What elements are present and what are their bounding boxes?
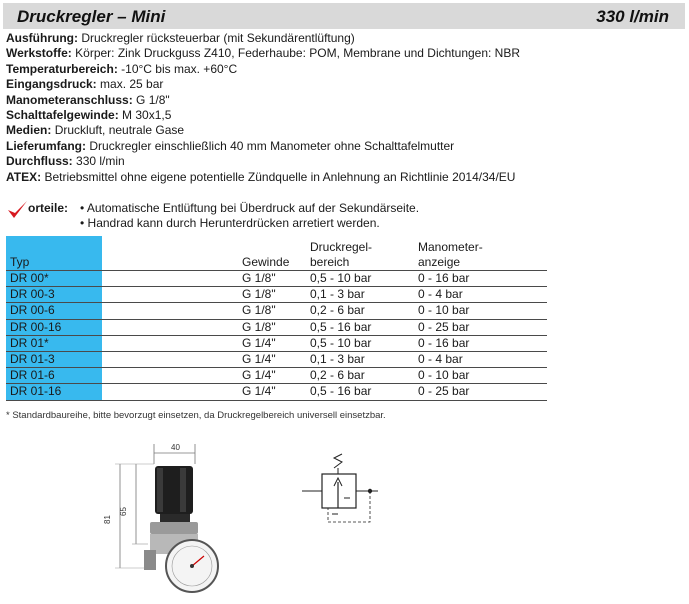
spec-value: 330 l/min — [76, 154, 125, 169]
spec-value: Druckregler einschließlich 40 mm Manometer ohne Schalttafelmutter — [89, 138, 455, 153]
cell-typ: DR 01-3 — [6, 352, 102, 368]
spec-row — [6, 139, 681, 154]
header-bereich-line1: Druckregel- — [310, 239, 373, 254]
regulator-body — [150, 522, 198, 534]
cell-bereich: 0,2 - 6 bar — [306, 368, 414, 384]
cell-bereich: 0,5 - 16 bar — [306, 319, 414, 335]
spec-value: max. 25 bar — [100, 77, 164, 92]
cell-bereich: 0,5 - 10 bar — [306, 335, 414, 351]
header-gewinde: Gewinde — [102, 236, 306, 271]
cell-anzeige: 0 - 25 bar — [414, 384, 547, 400]
cell-anzeige: 0 - 25 bar — [414, 319, 547, 335]
header-bereich — [306, 236, 414, 271]
spec-value: M 30x1,5 — [122, 108, 172, 123]
spec-value: G 1/8" — [136, 92, 170, 107]
cell-typ: DR 00* — [6, 271, 102, 287]
spec-value: Druckluft, neutrale Gase — [54, 123, 185, 138]
spec-label: Manometeranschluss: — [6, 92, 133, 107]
cell-bereich: 0,5 - 16 bar — [306, 384, 414, 400]
header-typ: Typ — [6, 236, 102, 271]
cell-bereich: 0,2 - 6 bar — [306, 303, 414, 319]
cell-bereich: 0,5 - 10 bar — [306, 271, 414, 287]
advantage-item: • Automatische Entlüftung bei Überdruck auf der Sekundärseite. — [80, 201, 419, 216]
spec-label: Lieferumfang: — [6, 138, 87, 153]
table-row — [6, 319, 547, 335]
spec-value: Betriebsmittel ohne eigene potentielle Zündquelle in Anlehnung an Richtlinie 2014/34/EU — [44, 169, 516, 184]
spec-value: -10°C bis max. +60°C — [121, 61, 238, 76]
spec-row — [6, 123, 681, 138]
cell-anzeige: 0 - 4 bar — [414, 287, 547, 303]
header-anzeige-line1: Manometer- — [418, 239, 483, 254]
cell-anzeige: 0 - 16 bar — [414, 335, 547, 351]
cell-gewinde: G 1/8" — [102, 287, 306, 303]
spec-label: Schalttafelgewinde: — [6, 108, 119, 123]
spec-row — [6, 77, 681, 92]
table-row — [6, 287, 547, 303]
cell-bereich: 0,1 - 3 bar — [306, 352, 414, 368]
cell-anzeige: 0 - 4 bar — [414, 352, 547, 368]
dim-height-total-label: 81 — [103, 515, 112, 524]
cell-gewinde: G 1/4" — [102, 352, 306, 368]
cell-anzeige: 0 - 10 bar — [414, 368, 547, 384]
cell-gewinde: G 1/8" — [102, 303, 306, 319]
spec-row — [6, 46, 681, 61]
cell-typ: DR 00-6 — [6, 303, 102, 319]
spec-row — [6, 31, 681, 46]
spec-row — [6, 93, 681, 108]
spec-label: ATEX: — [6, 169, 42, 184]
spec-label: Durchfluss: — [6, 154, 73, 169]
cell-anzeige: 0 - 16 bar — [414, 271, 547, 287]
cell-anzeige: 0 - 10 bar — [414, 303, 547, 319]
table-row — [6, 271, 547, 287]
header-anzeige-line2: anzeige — [418, 254, 461, 269]
dim-height-body-label: 65 — [119, 507, 128, 516]
spec-value: Körper: Zink Druckguss Z410, Federhaube: POM, Membrane und Dichtungen: NBR — [75, 46, 521, 61]
cell-typ: DR 00-3 — [6, 287, 102, 303]
product-title: Druckregler – Mini — [17, 7, 166, 26]
cell-gewinde: G 1/4" — [102, 335, 306, 351]
spec-value: Druckregler rücksteuerbar (mit Sekundärentlüftung) — [81, 31, 355, 45]
cell-typ: DR 01* — [6, 335, 102, 351]
header-bereich-line2: bereich — [310, 254, 350, 269]
spec-row — [6, 170, 681, 185]
spec-list — [6, 31, 681, 185]
table-row — [6, 335, 547, 351]
footnote: * Standardbaureihe, bitte bevorzugt einsetzen, da Druckregelbereich universell einsetzbar. — [6, 410, 386, 421]
advantages-label: orteile: — [28, 201, 69, 215]
spec-label: Medien: — [6, 123, 52, 138]
table-row — [6, 384, 547, 400]
pneumatic-symbol — [298, 450, 388, 540]
header-anzeige — [414, 236, 547, 271]
cell-typ: DR 01-6 — [6, 368, 102, 384]
spec-row — [6, 62, 681, 77]
product-header — [3, 3, 685, 29]
spec-label: Werkstoffe: — [6, 46, 72, 61]
spec-label: Ausführung: — [6, 31, 78, 45]
table-row — [6, 303, 547, 319]
cell-bereich: 0,1 - 3 bar — [306, 287, 414, 303]
dim-width-label: 40 — [171, 443, 180, 452]
checkmark-icon — [6, 199, 28, 221]
cell-gewinde: G 1/8" — [102, 319, 306, 335]
table-row — [6, 368, 547, 384]
advantages-list — [80, 201, 419, 231]
flow-rate: 330 l/min — [596, 7, 669, 26]
cell-gewinde: G 1/4" — [102, 384, 306, 400]
table-header-row — [6, 236, 547, 271]
cell-gewinde: G 1/8" — [102, 271, 306, 287]
spec-label: Temperaturbereich: — [6, 61, 118, 76]
table-row — [6, 352, 547, 368]
spec-row — [6, 108, 681, 123]
advantages-section — [6, 199, 676, 235]
cell-gewinde: G 1/4" — [102, 368, 306, 384]
advantage-item: • Handrad kann durch Herunterdrücken arretiert werden. — [80, 216, 419, 231]
spec-label: Eingangsdruck: — [6, 77, 97, 92]
type-table — [6, 236, 547, 401]
cell-typ: DR 01-16 — [6, 384, 102, 400]
cell-typ: DR 00-16 — [6, 319, 102, 335]
product-drawing — [100, 438, 250, 598]
spec-row — [6, 154, 681, 169]
